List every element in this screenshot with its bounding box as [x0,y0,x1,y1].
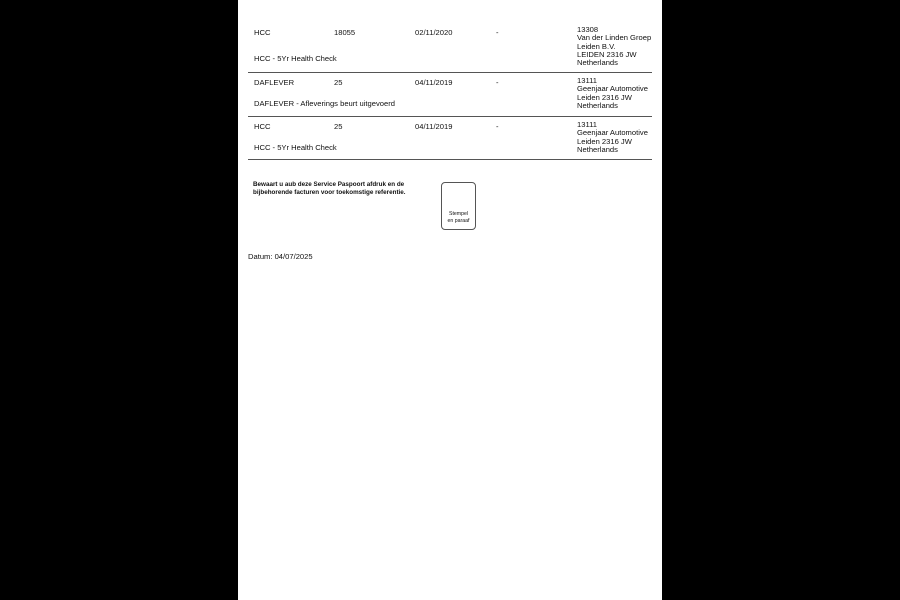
service-date: 04/11/2019 [415,78,453,87]
stamp-box [441,182,476,230]
retention-notice [253,181,423,198]
dealer-address [577,121,648,154]
dealer-address [577,77,648,110]
dealer-country: Netherlands [577,100,618,110]
service-code: DAFLEVER [254,78,295,87]
dealer-name: Geenjaar Automotive [577,128,648,138]
dealer-number: 13111 [577,120,597,129]
service-dash: - [496,78,499,87]
dealer-city: Leiden 2316 JW [577,92,632,102]
notice-line: bijbehorende facturen voor toekomstige referentie. [253,189,406,197]
dealer-name-2: Leiden B.V. [577,41,616,51]
dealer-number: 13111 [577,76,597,85]
dealer-country: Netherlands [577,144,618,154]
service-date: 02/11/2020 [415,28,453,37]
service-description: DAFLEVER - Afleverings beurt uitgevoerd [254,99,395,108]
service-date: 04/11/2019 [415,122,453,131]
service-dash: - [496,122,499,131]
stamp-label-line: en paraaf [447,217,470,224]
stamp-label [442,211,475,224]
service-passport-page [238,0,662,600]
dealer-city: LEIDEN 2316 JW [577,49,637,59]
service-description: HCC - 5Yr Health Check [254,143,337,152]
dealer-city: Leiden 2316 JW [577,136,632,146]
dealer-number: 13308 [577,25,599,34]
service-code: HCC [254,122,271,131]
dealer-country: Netherlands [577,58,618,68]
print-date: Datum: 04/07/2025 [248,252,313,261]
service-mileage: 25 [334,78,343,87]
service-record-row [248,117,652,160]
service-dash: - [496,28,499,37]
service-code: HCC [254,28,271,37]
dealer-address [577,26,651,67]
dealer-name: Geenjaar Automotive [577,84,648,94]
dealer-name: Van der Linden Groep [577,33,652,43]
service-record-row [248,0,652,73]
service-mileage: 18055 [334,28,356,37]
service-mileage: 25 [334,122,343,131]
service-description: HCC - 5Yr Health Check [254,54,337,63]
service-record-row [248,73,652,117]
notice-line: Bewaart u aub deze Service Paspoort afdruk en de [253,181,405,188]
stamp-label-line: Stempel [448,211,469,218]
